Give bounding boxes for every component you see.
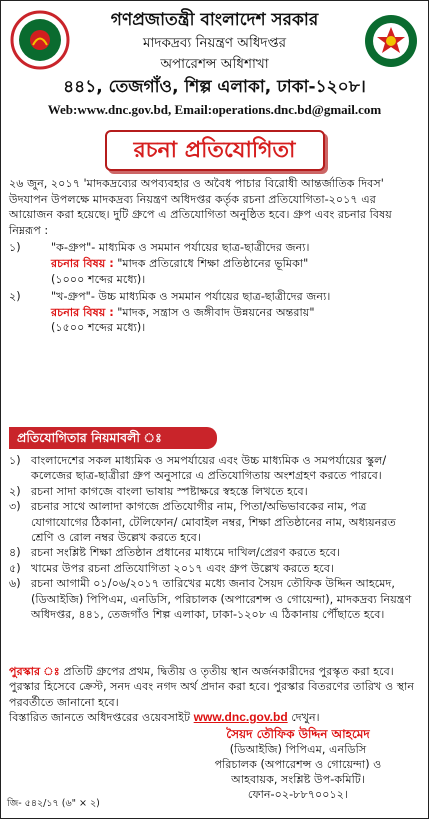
rule-text: বাংলাদেশের সকল মাধ্যমিক ও সমপর্যায়ের এবং উচ্চ মাধ্যমিক ও সমপর্যায়ের স্কুল/কলেজের ছাত্র-ছাত্রীরা গ্রুপ অনুসারে এ প্রতিযোগিতায় অংশগ্রহণ করতে পারবে। xyxy=(31,454,387,483)
signatory-role: আহবায়ক, সংশ্লিষ্ট উপ-কমিটি। xyxy=(231,773,365,786)
rule-number: ৬) xyxy=(9,577,21,591)
website-link[interactable]: www.dnc.gov.bd xyxy=(193,710,288,725)
rule-item xyxy=(9,576,420,622)
group-item-ka xyxy=(9,240,420,287)
rule-item xyxy=(9,453,420,484)
award-section xyxy=(9,664,420,726)
group-number: ২) xyxy=(9,290,21,304)
rules-title: প্রতিযোগিতার নিয়মাবলী ঃ xyxy=(9,427,217,449)
website-line xyxy=(9,710,420,725)
topic-text: "মাদক প্রতিরোধে শিক্ষা প্রতিষ্ঠানের ভূমিকা" xyxy=(117,256,309,270)
competition-banner: রচনা প্রতিযোগিতা xyxy=(105,130,325,171)
topic-label: রচনার বিষয় : xyxy=(51,305,114,319)
signatory-name: সৈয়দ তৌফিক উদ্দিন আহমেদ xyxy=(226,727,370,741)
group-description: "খ-গ্রুপ"- উচ্চ মাধ্যমিক ও সমমান পর্যায়ের ছাত্র-ছাত্রীদের জন্য। xyxy=(51,290,331,304)
rule-text: রচনার সাথে আলাদা কাগজে প্রতিযোগীর নাম, পিতা/অভিভাবকের নাম, পত্র যোগাযোগের ঠিকানা, টেলিফোন/ মোবাইল নম্বর, শিক্ষা প্রতিষ্ঠানের নাম, অধ্যয়নরত শ্রেণি ও রোল নম্বর উল্লেখ করতে হবে। xyxy=(31,500,396,545)
group-description: "ক-গ্রুপ"- মাধ্যমিক ও সমমান পর্যায়ের ছাত্র-ছাত্রীদের জন্য। xyxy=(51,241,310,255)
award-description: প্রতিটি গ্রুপের প্রথম, দ্বিতীয় ও তৃতীয় স্থান অর্জনকারীদের পুরস্কৃত করা হবে। পুরস্কার হিসেবে ক্রেস্ট, সনদ এবং নগদ অর্থ প্রদান করা হবে। পুরস্কার বিতরণের তারিখ ও স্থান পরবর্তীতে জানানো হবে। xyxy=(9,665,415,709)
topic-text: "মাদক, সন্ত্রাস ও জঙ্গীবাদ উন্নয়নের অন্তরায়" xyxy=(117,305,315,319)
award-text xyxy=(9,664,420,710)
intro-text: ২৬ জুন, ২০১৭ 'মাদকদ্রব্যের অপব্যবহার ও অবৈধ পাচার বিরোধী আন্তর্জাতিক দিবস' উদযাপন উপলক্ষে মাদকদ্রব্য নিয়ন্ত্রণ অধিদপ্তর কর্তৃক রচনা প্রতিযোগিতা-২০১৭ এর আয়োজন করা হয়েছে। দুটি গ্রুপে এ প্রতিযোগিতা অনুষ্ঠিত হবে। গ্রুপ এবং রচনার বিষয় নিম্নরূপ : xyxy=(9,177,392,237)
signature-block xyxy=(188,727,408,802)
wing-name: অপারেশন্স অধিশাখা xyxy=(160,56,269,72)
rule-item xyxy=(9,545,420,560)
reference-number: জি- ৫৪২/১৭ (৬" × ২) xyxy=(7,798,100,809)
intro-section xyxy=(9,176,420,336)
rule-text: রচনা সংশ্লিষ্ট শিক্ষা প্রতিষ্ঠান প্রধানের মাধ্যমে দাখিল/প্রেরণ করতে হবে। xyxy=(31,546,341,560)
group-number: ১) xyxy=(9,241,21,255)
signatory-phone: ফোন-০২-৮৮৭০০১২। xyxy=(247,788,349,801)
group-topic xyxy=(51,256,420,272)
rule-number: ১) xyxy=(9,454,21,467)
group-topic xyxy=(51,305,420,321)
department-name: মাদকদ্রব্য নিয়ন্ত্রণ অধিদপ্তর xyxy=(142,35,287,51)
rule-text: রচনা সাদা কাগজে বাংলা ভাষায় স্পষ্টাক্ষরে স্বহস্তে লিখতে হবে। xyxy=(31,484,308,498)
banner-wrap xyxy=(1,130,428,171)
website-prefix: বিস্তারিত জানতে অধিদপ্তরের ওয়েবসাইট xyxy=(9,711,191,725)
rule-text: খামের উপর রচনা প্রতিযোগিতা ২০১৭ এবং গ্রুপ উল্লেখ করতে হবে। xyxy=(31,561,335,575)
group-item-kha xyxy=(9,289,420,336)
office-address: ৪৪১, তেজগাঁও, শিল্প এলাকা, ঢাকা-১২০৮। xyxy=(63,77,366,97)
government-name: গণপ্রজাতন্ত্রী বাংলাদেশ সরকার xyxy=(110,10,319,30)
rule-number: ৫) xyxy=(9,561,21,575)
rule-text: রচনা আগামী ০১/০৬/২০১৭ তারিখের মধ্যে জনাব সৈয়দ তৌফিক উদ্দিন আহমেদ, (ডিআইজি) পিপিএম, এনডিসি, পরিচালক (অপারেশন্স ও গোয়েন্দা), মাদকদ্রব্য নিয়ন্ত্রণ অধিদপ্তর, ৪৪১, তেজগাঁও শিল্প এলাকা, ঢাকা-১২০৮ এ ঠিকানায় পৌঁছাতে হবে। xyxy=(31,577,412,622)
rule-number: ৪) xyxy=(9,546,21,560)
website-suffix: দেখুন। xyxy=(291,711,320,725)
header xyxy=(1,1,428,133)
award-label: পুরস্কার ঃ xyxy=(9,665,60,678)
rule-number: ২) xyxy=(9,484,21,498)
rules-list xyxy=(9,453,420,622)
topic-label: রচনার বিষয় : xyxy=(51,256,114,270)
signatory-title: পরিচালক (অপারেশন্স ও গোয়েন্দা) ও xyxy=(214,758,382,771)
rule-item xyxy=(9,499,420,545)
web-email[interactable]: Web:www.dnc.gov.bd, Email:operations.dnc.bd@gmail.com xyxy=(47,102,382,117)
signatory-rank: (ডিআইজি) পিপিএম, এনডিসি xyxy=(229,743,367,756)
word-limit: (১৫০০ শব্দের মধ্যে)। xyxy=(51,321,146,335)
rule-item xyxy=(9,484,420,499)
rule-number: ৩) xyxy=(9,500,21,514)
word-limit: (১০০০ শব্দের মধ্যে)। xyxy=(51,272,146,286)
rule-item xyxy=(9,561,420,576)
